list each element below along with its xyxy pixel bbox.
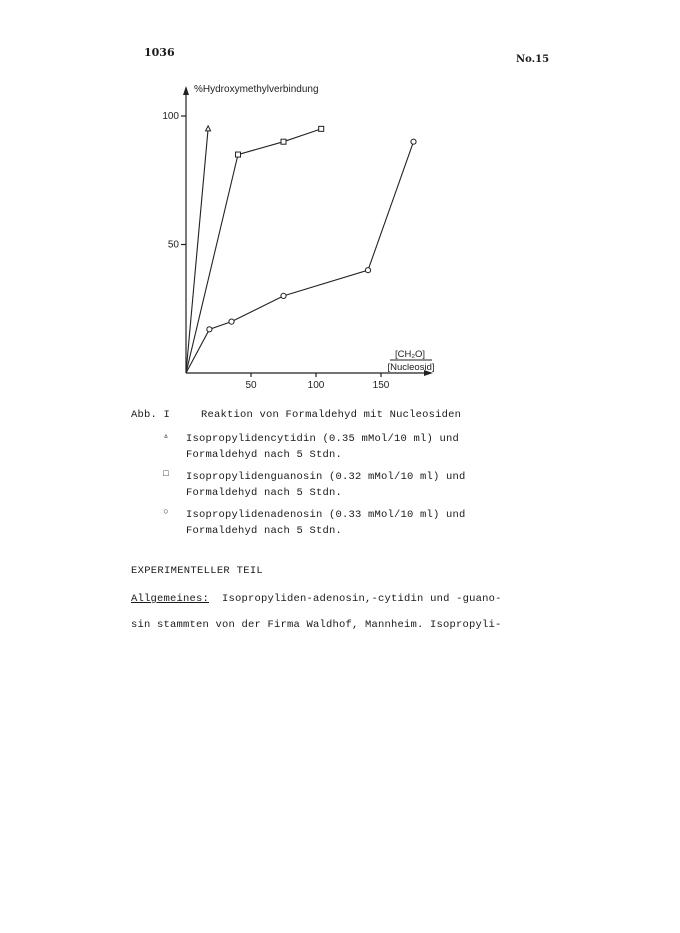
figure-legend xyxy=(162,431,466,539)
x-axis-label-denominator: [Nucleosid] xyxy=(387,362,435,373)
y-tick-label: 100 xyxy=(162,111,179,122)
chart-labels xyxy=(162,84,434,391)
series-line xyxy=(186,129,321,373)
legend-item-cytidin xyxy=(162,431,466,463)
legend-text-line: Isopropylidencytidin (0.35 mMol/10 ml) und xyxy=(186,433,460,445)
data-point-circle xyxy=(281,293,286,298)
legend-item-adenosin xyxy=(162,507,466,539)
page-number: 1036 xyxy=(144,46,175,59)
legend-text-line: Isopropylidenguanosin (0.32 mMol/10 ml) und xyxy=(186,471,466,483)
chart-markers xyxy=(206,126,417,332)
body-text-line: sin stammten von der Firma Waldhof, Mannheim. Isopropyli- xyxy=(131,619,502,631)
data-point-circle xyxy=(207,327,212,332)
data-point-square xyxy=(281,139,286,144)
body-paragraph xyxy=(131,586,502,638)
figure-chart xyxy=(0,0,680,400)
figure-caption xyxy=(131,409,461,421)
data-point-square xyxy=(236,152,241,157)
section-heading: EXPERIMENTELLER TEIL xyxy=(131,565,264,577)
figure-label: Abb. I xyxy=(131,409,171,421)
x-tick-label: 150 xyxy=(372,380,390,391)
x-axis-label-numerator: [CH₂O] xyxy=(394,349,426,360)
square-marker-icon: □ xyxy=(163,469,169,479)
legend-text-line: Formaldehyd nach 5 Stdn. xyxy=(186,449,343,461)
data-point-triangle xyxy=(206,126,211,131)
chart-axes xyxy=(181,86,433,377)
legend-text-line: Formaldehyd nach 5 Stdn. xyxy=(186,487,343,499)
y-axis-arrow xyxy=(183,86,189,95)
run-in-heading: Allgemeines: xyxy=(131,593,210,605)
y-tick-label: 50 xyxy=(167,239,179,251)
data-point-circle xyxy=(229,319,234,324)
legend-text-line: Isopropylidenadenosin (0.33 mMol/10 ml) und xyxy=(186,509,466,521)
body-text-line: Isopropyliden-adenosin,-cytidin und -guano- xyxy=(222,593,502,605)
circle-marker-icon: ○ xyxy=(163,507,169,517)
triangle-marker-icon: ▵ xyxy=(163,431,169,441)
data-point-circle xyxy=(365,268,370,273)
data-point-square xyxy=(319,126,324,131)
series-line xyxy=(186,129,208,373)
y-axis-label: %Hydroxymethylverbindung xyxy=(194,84,319,95)
data-point-circle xyxy=(411,139,416,144)
legend-text-line: Formaldehyd nach 5 Stdn. xyxy=(186,525,343,537)
x-tick-label: 100 xyxy=(307,380,325,391)
figure-title: Reaktion von Formaldehyd mit Nucleosiden xyxy=(201,409,462,421)
legend-item-guanosin xyxy=(162,469,466,501)
series-line xyxy=(186,142,414,373)
x-tick-label: 50 xyxy=(245,380,257,391)
journal-issue-number: No.15 xyxy=(516,54,550,65)
chart-series-lines xyxy=(186,129,414,373)
